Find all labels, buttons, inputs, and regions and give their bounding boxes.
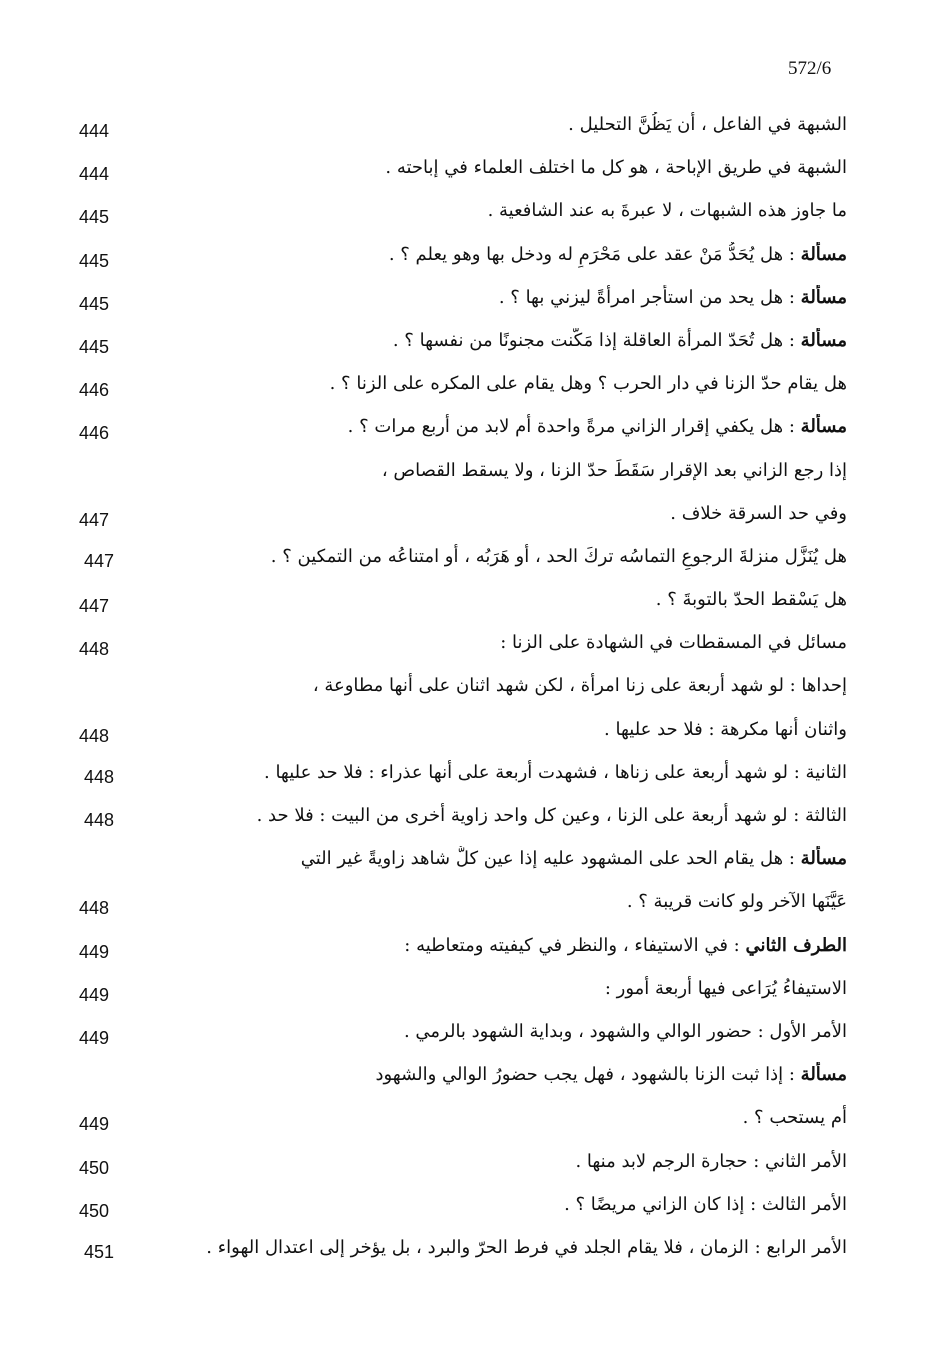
entry-text: هل يقام حدّ الزنا في دار الحرب ؟ وهل يقام على المكره على الزنا ؟ . xyxy=(329,373,847,395)
entry-page: 447 xyxy=(84,550,115,571)
entry-page: 447 xyxy=(79,596,110,617)
toc-entry xyxy=(72,1235,847,1278)
entry-page: 448 xyxy=(79,639,110,660)
toc-entry xyxy=(72,458,847,501)
entry-text xyxy=(499,285,847,311)
entry-page: 445 xyxy=(79,207,110,228)
entry-body: : هل تُحَدّ المرأة العاقلة إذا مَكّنت مجنونًا من نفسها ؟ . xyxy=(392,329,801,351)
toc-entry xyxy=(72,501,847,544)
entry-page: 447 xyxy=(79,509,110,530)
entry-page: 451 xyxy=(84,1241,115,1262)
entry-text: واثنان أنها مكرهة : فلا حد عليها . xyxy=(604,718,847,740)
entry-body: : هل يقام الحد على المشهود عليه إذا عين كلٌّ شاهد زاويةً غير التي xyxy=(300,848,801,870)
entry-page: 448 xyxy=(84,766,115,787)
entry-page: 448 xyxy=(79,898,110,919)
entry-label: مسألة xyxy=(800,848,847,870)
toc-entry xyxy=(72,630,847,673)
entry-text: الاستيفاءُ يُرَاعى فيها أربعة أمور : xyxy=(604,977,847,999)
entry-page: 449 xyxy=(79,984,110,1005)
entry-text xyxy=(301,846,847,872)
entry-text: عَيَّنَها الآخر ولو كانت قريبة ؟ . xyxy=(626,891,847,913)
entry-page: 445 xyxy=(79,293,110,314)
toc-entry xyxy=(72,846,847,889)
toc-entry xyxy=(72,717,847,760)
entry-label: مسألة xyxy=(800,1064,847,1086)
entry-text: الثانية : لو شهد أربعة على زناها ، فشهدت أربعة على أنها عذراء : فلا حد عليها . xyxy=(264,761,847,783)
entry-page: 446 xyxy=(79,423,110,444)
entry-page: 450 xyxy=(79,1200,110,1221)
toc-entry xyxy=(72,1019,847,1062)
entry-text xyxy=(404,933,847,959)
toc-entry xyxy=(72,673,847,716)
toc-entry xyxy=(72,242,847,285)
table-of-contents xyxy=(72,112,847,1278)
page-number: 572/6 xyxy=(788,58,832,79)
entry-page: 444 xyxy=(79,164,110,185)
entry-page: 449 xyxy=(79,1027,110,1048)
entry-text: الأمر الرابع : الزمان ، فلا يقام الجلد في فرط الحرّ والبرد ، بل يؤخر إلى اعتدال الهواء . xyxy=(206,1236,847,1258)
entry-text: الشبهة في طريق الإباحة ، هو كل ما اختلف العلماء في إباحته . xyxy=(385,157,847,179)
entry-text: الأمر الثاني : حجارة الرجم لابد منها . xyxy=(575,1150,847,1172)
entry-text: الثالثة : لو شهد أربعة على الزنا ، وعين كل واحد زاوية أخرى من البيت : فلا حد . xyxy=(256,805,847,826)
entry-body: : هل يكفي إقرار الزاني مرةً واحدة أم لابد من أربع مرات ؟ . xyxy=(347,416,801,438)
toc-entry xyxy=(72,544,847,587)
entry-text: إحداها : لو شهد أربعة على زنا امرأة ، لكن شهد اثنان على أنها مطاوعة ، xyxy=(312,675,847,697)
toc-entry xyxy=(72,112,847,155)
toc-entry xyxy=(72,285,847,328)
toc-entry xyxy=(72,155,847,198)
entry-page: 450 xyxy=(79,1157,110,1178)
entry-text xyxy=(348,414,847,440)
entry-text xyxy=(389,242,847,268)
entry-label: الطرف الثاني xyxy=(745,934,847,956)
entry-text: هل يُنَزَّل منزلةَ الرجوعِ التماسُه تركَ الحد ، أو هَرَبُه ، أو امتناعُه من التمكين ؟ . xyxy=(270,545,847,567)
entry-text: مسائل في المسقطات في الشهادة على الزنا : xyxy=(500,632,847,654)
entry-label: مسألة xyxy=(800,329,847,351)
toc-entry xyxy=(72,371,847,414)
entry-label: مسألة xyxy=(800,243,847,265)
entry-page: 445 xyxy=(79,336,110,357)
entry-text: أم يستحب ؟ . xyxy=(742,1107,847,1129)
toc-entry xyxy=(72,1192,847,1235)
toc-entry xyxy=(72,889,847,932)
entry-page: 446 xyxy=(79,380,110,401)
entry-text: وفي حد السرقة خلاف . xyxy=(670,502,847,524)
toc-entry xyxy=(72,1149,847,1192)
toc-entry xyxy=(72,1062,847,1105)
entry-body: : إذا ثبت الزنا بالشهود ، فهل يجب حضورُ الوالي والشهود xyxy=(375,1064,801,1086)
entry-label: مسألة xyxy=(800,416,847,438)
entry-page: 448 xyxy=(84,810,115,830)
entry-page: 445 xyxy=(79,250,110,271)
entry-text: الأمر الأول : حضور الوالي والشهود ، وبداية الشهود بالرمي . xyxy=(403,1020,847,1042)
entry-text xyxy=(393,328,847,354)
toc-entry xyxy=(72,328,847,371)
toc-entry xyxy=(72,803,847,846)
toc-entry xyxy=(72,933,847,976)
entry-text: ما جاوز هذه الشبهات ، لا عبرةَ به عند الشافعية . xyxy=(487,200,847,222)
entry-text xyxy=(375,1062,847,1088)
entry-page: 449 xyxy=(79,941,110,962)
toc-entry xyxy=(72,587,847,630)
toc-entry xyxy=(72,1105,847,1148)
entry-body: : هل يحد من استأجر امرأةً ليزني بها ؟ . xyxy=(498,286,801,308)
entry-text: هل يَسْقط الحدّ بالتوبةَ ؟ . xyxy=(655,589,847,611)
toc-entry xyxy=(72,760,847,803)
entry-page: 444 xyxy=(79,121,110,141)
entry-body: : هل يُحَدُّ مَنْ عقد على مَحْرَمٍ له ودخل بها وهو يعلم ؟ . xyxy=(388,243,801,265)
toc-entry xyxy=(72,414,847,457)
entry-page: 448 xyxy=(79,725,110,746)
entry-text: الشبهة في الفاعل ، أن يَظُنَّ التحليل . xyxy=(568,114,847,135)
entry-label: مسألة xyxy=(800,286,847,308)
entry-text: الأمر الثالث : إذا كان الزاني مريضًا ؟ . xyxy=(564,1193,847,1215)
entry-page: 449 xyxy=(79,1114,110,1135)
entry-body: : في الاستيفاء ، والنظر في كيفيته ومتعاطيه : xyxy=(404,934,746,956)
toc-entry xyxy=(72,198,847,241)
entry-text: إذا رجع الزاني بعد الإقرار سَقَطَ حدّ الزنا ، ولا يسقط القصاص ، xyxy=(381,459,847,481)
toc-entry xyxy=(72,976,847,1019)
